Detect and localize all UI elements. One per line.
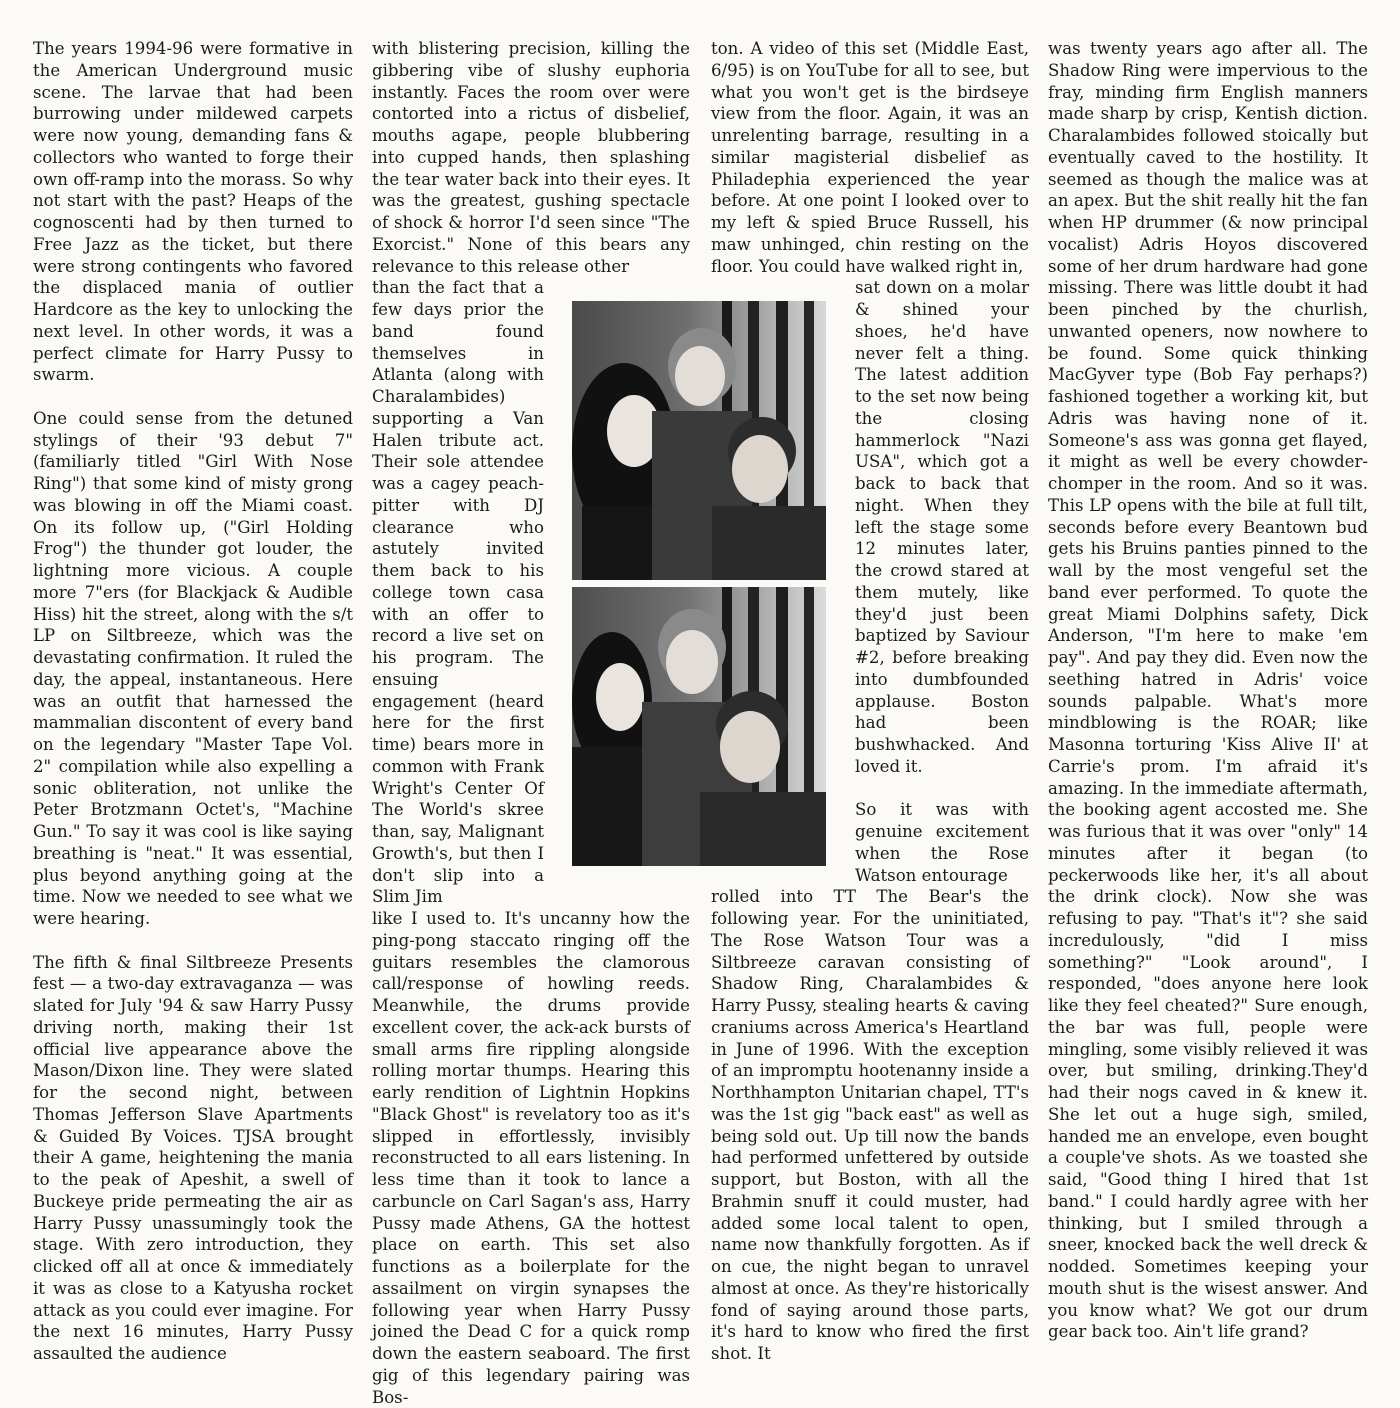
paragraph-wrap-right: sat down on a molar & shined your shoes, he'd have never felt a thing. The latest addition to the set now being the closing hammerlock "Nazi USA", which got a back to back that night. When they left the stage some 12 minutes later, the crowd stared at them mutely, like they'd just been baptized by Saviour #2, before breaking into dumbfounded applause. Boston had been bushwhacked. And loved it. bbox=[855, 278, 1029, 776]
paragraph-wrap-left: than the fact that a few days prior the band found themselves in Atlanta (along with Charalambides) supporting a Van Halen tribute act. Their sole attendee was a cagey peach-pitter with DJ clearance who astutely invited them back to his college town casa with an offer to record a live set on his program. The ensuing engagement (heard here for the first time) bears more in common with Frank Wright's Center Of The World's skree than, say, Malignant Growth's, but then I don't slip into a Slim Jim bbox=[372, 278, 544, 907]
paragraph-wrap-right: So it was with genuine excitement when the Rose Watson entourage bbox=[855, 800, 1029, 885]
paragraph: ton. A video of this set (Middle East, 6/95) is on YouTube for all to see, but what you won't get is the birdseye view from the floor. Again, it was an unrelenting barrage, resulting in a similar magisterial disbelief as Philadephia experienced the year before. At one point I looked over to my left & spied Bruce Russell, his maw unhinged, chin resting on the floor. You could have walked right in, bbox=[711, 39, 1029, 276]
paragraph: The fifth & final Siltbreeze Presents fest — a two-day extravaganza — was slated for July '94 & saw Harry Pussy driving north, making their 1st official live appearance above the Mason/Dixon line. They were slated for the second night, between Thomas Jefferson Slave Apartments & Guided By Voices. TJSA brought their A game, heightening the mania to the peak of Apeshit, a swell of Buckeye pride permeating the air as Harry Pussy unassumingly took the stage. With zero introduction, they clicked off all at once & immediately it was as close to a Katyusha rocket attack as you could ever imagine. For the next 16 minutes, Harry Pussy assaulted the audience bbox=[33, 952, 353, 1363]
paragraph: like I used to. It's uncanny how the ping-pong staccato ringing off the guitars resembles the clamorous call/response of howling reeds. Meanwhile, the drums provide excellent cover, the ack-ack bursts of small arms fire rippling alongside rolling mortar thumps. Hearing this early rendition of Lightnin Hopkins "Black Ghost" is revelatory too as it's slipped in effortlessly, invisibly reconstructed to all ears listening. In less time than it took to lance a carbuncle on Carl Sagan's ass, Harry Pussy made Athens, GA the hottest place on earth. This set also functions as a boilerplate for the assailment on virgin synapses the following year when Harry Pussy joined the Dead C for a quick romp down the eastern seaboard. The first gig of this legendary pairing was Bos- bbox=[372, 909, 690, 1407]
band-photo-bottom bbox=[572, 587, 826, 866]
paragraph: The years 1994-96 were formative in the American Underground music scene. The larvae that had been burrowing under mildewed carpets were now young, demanding fans & collectors who wanted to forge their own off-ramp into the morass. So why not start with the past? Heaps of the cognoscenti had by then turned to Free Jazz as the ticket, but there were strong contingents who favored the displaced mania of outlier Hardcore as the key to unlocking the next level. In other words, it was a perfect climate for Harry Pussy to swarm. bbox=[33, 39, 353, 385]
article-column-4 bbox=[1048, 38, 1368, 1365]
paragraph: rolled into TT The Bear's the following year. For the uninitiated, The Rose Watson Tour was a Siltbreeze caravan consisting of Shadow Ring, Charalambides & Harry Pussy, stealing hearts & caving craniums across America's Heartland in June of 1996. With the exception of an impromptu hootenanny inside a Northhampton Unitarian chapel, TT's was the 1st gig "back east" as well as being sold out. Up till now the bands had performed unfettered by outside support, but Boston, with all the Brahmin snuff it could muster, had added some local talent to open, name now thankfully forgotten. As if on cue, the night began to unravel almost at once. As they're historically fond of saying around those parts, it's hard to know who fired the first shot. It bbox=[711, 887, 1029, 1363]
paragraph: with blistering precision, killing the gibbering vibe of slushy euphoria instantly. Faces the room over were contorted into a rictus of disbelief, mouths agape, people blubbering into cupped hands, then splashing the tear water back into their eyes. It was the greatest, gushing spectacle of shock & horror I'd seen since "The Exorcist." None of this bears any relevance to this release other bbox=[372, 39, 690, 276]
paragraph: was twenty years ago after all. The Shadow Ring were impervious to the fray, minding firm English manners made sharp by crisp, Kentish diction. Charalambides followed stoically but eventually caved to the hostility. It seemed as though the malice was at an apex. But the shit really hit the fan when HP drummer (& now principal vocalist) Adris Hoyos discovered some of her drum hardware had gone missing. There was little doubt it had been pinched by the churlish, unwanted openers, now nowhere to be found. Some quick thinking MacGyver type (Bob Fay perhaps?) fashioned together a working kit, but Adris was having none of it. Someone's ass was gonna get flayed, it might as well be every chowder-chomper in the room. And so it was. This LP opens with the bile at full tilt, seconds before every Beantown bud gets his Bruins panties pinned to the wall by the most vengeful set the band ever performed. To quote the great Miami Dolphins safety, Dick Anderson, "I'm here to make 'em pay". And pay they did. Even now the seething hatred in Adris' voice sounds palpable. What's more mindblowing is the ROAR; like Masonna torturing 'Kiss Alive II' at Carrie's prom. I'm afraid it's amazing. In the immediate aftermath, the booking agent accosted me. She was furious that it was over "only" 14 minutes after it began (to peckerwoods like her, it's all about the drink clock). Now she was refusing to pay. "That's it"? she said incredulously, "did I miss something?" "Look around", I responded, "does anyone here look like they feel cheated?" Sure enough, the bar was full, people were mingling, some visibly relieved it was over, but smiling, drinking.They'd had their nogs caved in & knew it. She let out a huge sigh, smiled, handed me an envelope, even bought a couple've shots. As we toasted she said, "Good thing I hired that 1st band." I could hardly agree with her thinking, but I smiled through a sneer, knocked back the well dreck & nodded. Sometimes keeping your mouth shut is the wisest answer. And you know what? We got our drum gear back too. Ain't life grand? bbox=[1048, 39, 1368, 1342]
article-column-1 bbox=[33, 38, 353, 1387]
band-photo-top bbox=[572, 301, 826, 580]
paragraph: One could sense from the detuned stylings of their '93 debut 7" (familiarly titled "Girl With Nose Ring") that some kind of misty grong was blowing in off the Miami coast. On its follow up, ("Girl Holding Frog") the thunder got louder, the lightning more vicious. A couple more 7"ers (for Blackjack & Audible Hiss) hit the street, along with the s/t LP on Siltbreeze, which was the devastating confirmation. It ruled the day, the appeal, instantaneous. Here was an outfit that harnessed the mammalian discontent of every band on the legendary "Master Tape Vol. 2" compilation while also expelling a sonic obliteration, not unlike the Peter Brotzmann Octet's, "Machine Gun." To say it was cool is like saying breathing is "neat." It was essential, plus beyond anything going at the time. Now we needed to see what we were hearing. bbox=[33, 408, 353, 928]
